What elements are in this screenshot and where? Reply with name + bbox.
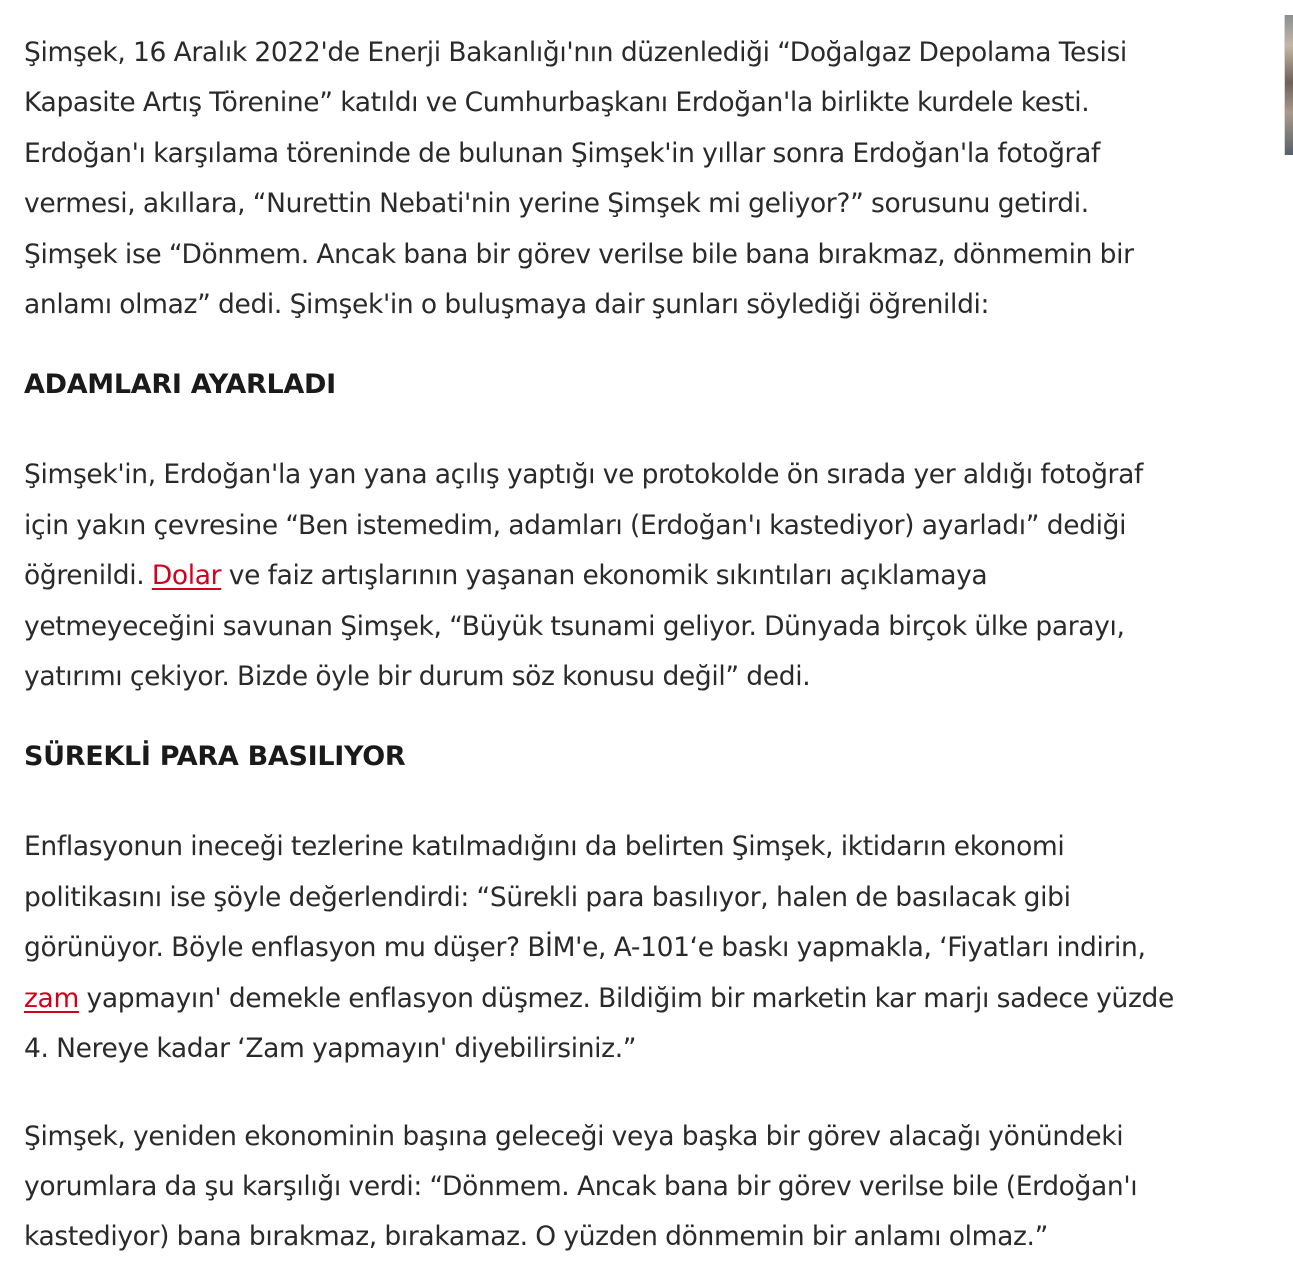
text-line: Şimşek ise “Dönmem. Ancak bana bir görev verilse bile bana bırakmaz, dönmemin bir	[24, 238, 1134, 270]
text-line: yatırımı çekiyor. Bizde öyle bir durum söz konusu değil” dedi.	[24, 661, 811, 693]
dolar-tag-link[interactable]: Dolar	[151, 560, 222, 592]
zam-tag-link[interactable]: zam	[24, 982, 79, 1014]
text-line: anlamı olmaz” dedi. Şimşek'in o buluşmaya dair şunları söylediği öğrenildi:	[24, 289, 990, 321]
section-heading-surekli-para: SÜREKLİ PARA BASILIYOR	[24, 741, 406, 773]
text-line: vermesi, akıllara, “Nurettin Nebati'nin yerine Şimşek mi geliyor?” sorusunu getirdi.	[24, 188, 1089, 220]
text-line: kastediyor) bana bırakmaz, bırakamaz. O yüzden dönmemin bir anlamı olmaz.”	[24, 1221, 1048, 1253]
text-line	[24, 551, 1256, 601]
text-segment: yapmayın' demekle enflasyon düşmez. Bildiğim bir marketin kar marjı sadece yüzde	[78, 982, 1174, 1014]
text-line	[24, 974, 1256, 1024]
side-image-thumbnail[interactable]	[1284, 15, 1293, 155]
text-line: politikasını ise şöyle değerlendirdi: “Sürekli para basılıyor, halen de basılacak gibi	[24, 881, 1071, 913]
text-line: yorumlara da şu karşılığı verdi: “Dönmem. Ancak bana bir görev verilse bile (Erdoğan'ı	[24, 1170, 1138, 1202]
text-line: yetmeyeceğini savunan Şimşek, “Büyük tsunami geliyor. Dünyada birçok ülke parayı,	[24, 610, 1125, 642]
text-segment: öğrenildi.	[24, 560, 152, 592]
text-line: Şimşek, 16 Aralık 2022'de Enerji Bakanlığı'nın düzenlediği “Doğalgaz Depolama Tesisi	[24, 37, 1127, 68]
paragraph-intro	[24, 28, 1256, 330]
text-line: görünüyor. Böyle enflasyon mu düşer? BİM'e, A-101‘e baskı yapmakla, ‘Fiyatları indirin,	[24, 932, 1146, 964]
text-line: Şimşek'in, Erdoğan'la yan yana açılış yaptığı ve protokolde ön sırada yer aldığı fotoğraf	[24, 459, 1143, 491]
text-line: Kapasite Artış Törenine” katıldı ve Cumhurbaşkanı Erdoğan'la birlikte kurdele kesti.	[24, 87, 1090, 119]
text-line: Şimşek, yeniden ekonominin başına geleceği veya başka bir görev alacağı yönündeki	[24, 1120, 1124, 1152]
section-heading-adamlari-ayarladi: ADAMLARI AYARLADI	[24, 369, 336, 401]
text-segment: ve faiz artışlarının yaşanan ekonomik sıkıntıları açıklamaya	[221, 560, 988, 592]
paragraph-adamlari	[24, 450, 1256, 702]
paragraph-enflasyon	[24, 822, 1256, 1074]
paragraph-donmem	[24, 1112, 1256, 1263]
text-line: Enflasyonun ineceği tezlerine katılmadığını da belirten Şimşek, iktidarın ekonomi	[24, 831, 1065, 863]
text-line: 4. Nereye kadar ‘Zam yapmayın' diyebilirsiniz.”	[24, 1033, 637, 1065]
text-line: Erdoğan'ı karşılama töreninde de bulunan Şimşek'in yıllar sonra Erdoğan'la fotoğraf	[24, 137, 1100, 169]
article-body	[24, 28, 1256, 1263]
text-line: için yakın çevresine “Ben istemedim, adamları (Erdoğan'ı kastediyor) ayarladı” dediği	[24, 509, 1127, 541]
